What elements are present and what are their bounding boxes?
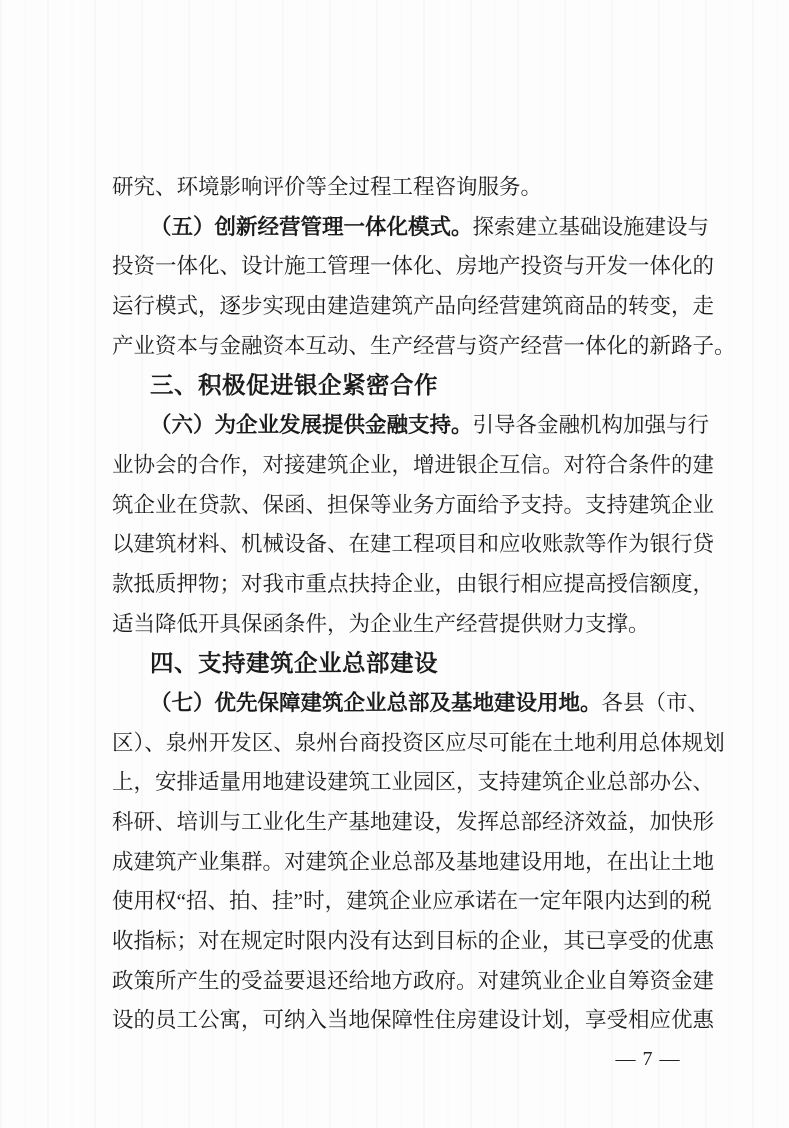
paragraph-start-line <box>112 684 732 724</box>
line-text: 区）、泉州开发区、泉州台商投资区应尽可能在土地利用总体规划 <box>112 730 725 755</box>
text-line <box>112 922 732 962</box>
line-text: 成建筑产业集群。对建筑企业总部及基地建设用地，在出让土地 <box>112 849 715 874</box>
line-text: 筑企业在贷款、保函、担保等业务方面给予支持。支持建筑企业 <box>112 492 715 517</box>
lead-sentence: （六）为企业发展提供金融支持。 <box>150 413 473 438</box>
line-text: 投资一体化、设计施工管理一体化、房地产投资与开发一体化的 <box>112 254 715 279</box>
text-line <box>112 843 732 883</box>
lead-sentence: （七）优先保障建筑企业总部及基地建设用地。 <box>150 690 602 715</box>
line-text: 科研、培训与工业化生产基地建设，发挥总部经济效益，加快形 <box>112 810 715 834</box>
line-text: 业协会的合作，对接建筑企业，增进银企互信。对符合条件的建 <box>112 452 715 477</box>
paragraph-start-line <box>112 208 732 248</box>
line-text: 上，安排适量用地建设建筑工业园区，支持建筑企业总部办公、 <box>112 770 715 795</box>
line-text: 收指标；对在规定时限内没有达到目标的企业，其已享受的优惠 <box>112 929 715 954</box>
lead-sentence: （五）创新经营管理一体化模式。 <box>150 214 473 239</box>
text-line <box>112 446 732 486</box>
line-text: 适当降低开具保函条件，为企业生产经营提供财力支撑。 <box>112 611 650 636</box>
text-line <box>112 882 732 922</box>
line-text: 各县（市、 <box>601 690 710 715</box>
text-line <box>112 565 732 605</box>
line-text: 政策所产生的受益要退还给地方政府。对建筑业企业自筹资金建 <box>112 968 715 993</box>
text-line <box>112 1001 732 1041</box>
line-text: 使用权“招、拍、挂”时，建筑企业应承诺在一定年限内达到的税 <box>112 889 712 914</box>
heading-text: 四、支持建筑企业总部建设 <box>150 650 438 677</box>
line-text: 引导各金融机构加强与行 <box>472 413 710 438</box>
text-line <box>112 287 732 327</box>
text-line <box>112 525 732 565</box>
text-line <box>112 327 736 367</box>
section-heading-4 <box>112 644 732 684</box>
text-line <box>112 486 732 526</box>
text-line <box>112 605 732 645</box>
line-text: 以建筑材料、机械设备、在建工程项目和应收账款等作为银行贷 <box>112 532 715 557</box>
line-text: 产业资本与金融资本互动、生产经营与资产经营一体化的新路子。 <box>112 333 736 358</box>
paragraph-start-line <box>112 406 732 446</box>
text-line <box>112 168 732 208</box>
section-heading-3 <box>112 366 732 406</box>
page-number: — 7 — <box>615 1048 681 1070</box>
text-line <box>112 763 732 803</box>
line-text: 款抵质押物；对我市重点扶持企业，由银行相应提高授信额度， <box>112 571 715 596</box>
line-text: 研究、环境影响评价等全过程工程咨询服务。 <box>112 175 543 199</box>
text-line <box>112 803 732 843</box>
heading-text: 三、积极促进银企紧密合作 <box>150 372 438 399</box>
text-line <box>112 247 732 287</box>
line-text: 运行模式，逐步实现由建造建筑产品向经营建筑商品的转变，走 <box>112 294 715 319</box>
document-body <box>112 168 736 1041</box>
line-text: 探索建立基础设施建设与 <box>472 214 710 239</box>
text-line <box>112 962 732 1002</box>
text-line <box>112 724 732 764</box>
line-text: 设的员工公寓，可纳入当地保障性住房建设计划，享受相应优惠 <box>112 1008 715 1033</box>
